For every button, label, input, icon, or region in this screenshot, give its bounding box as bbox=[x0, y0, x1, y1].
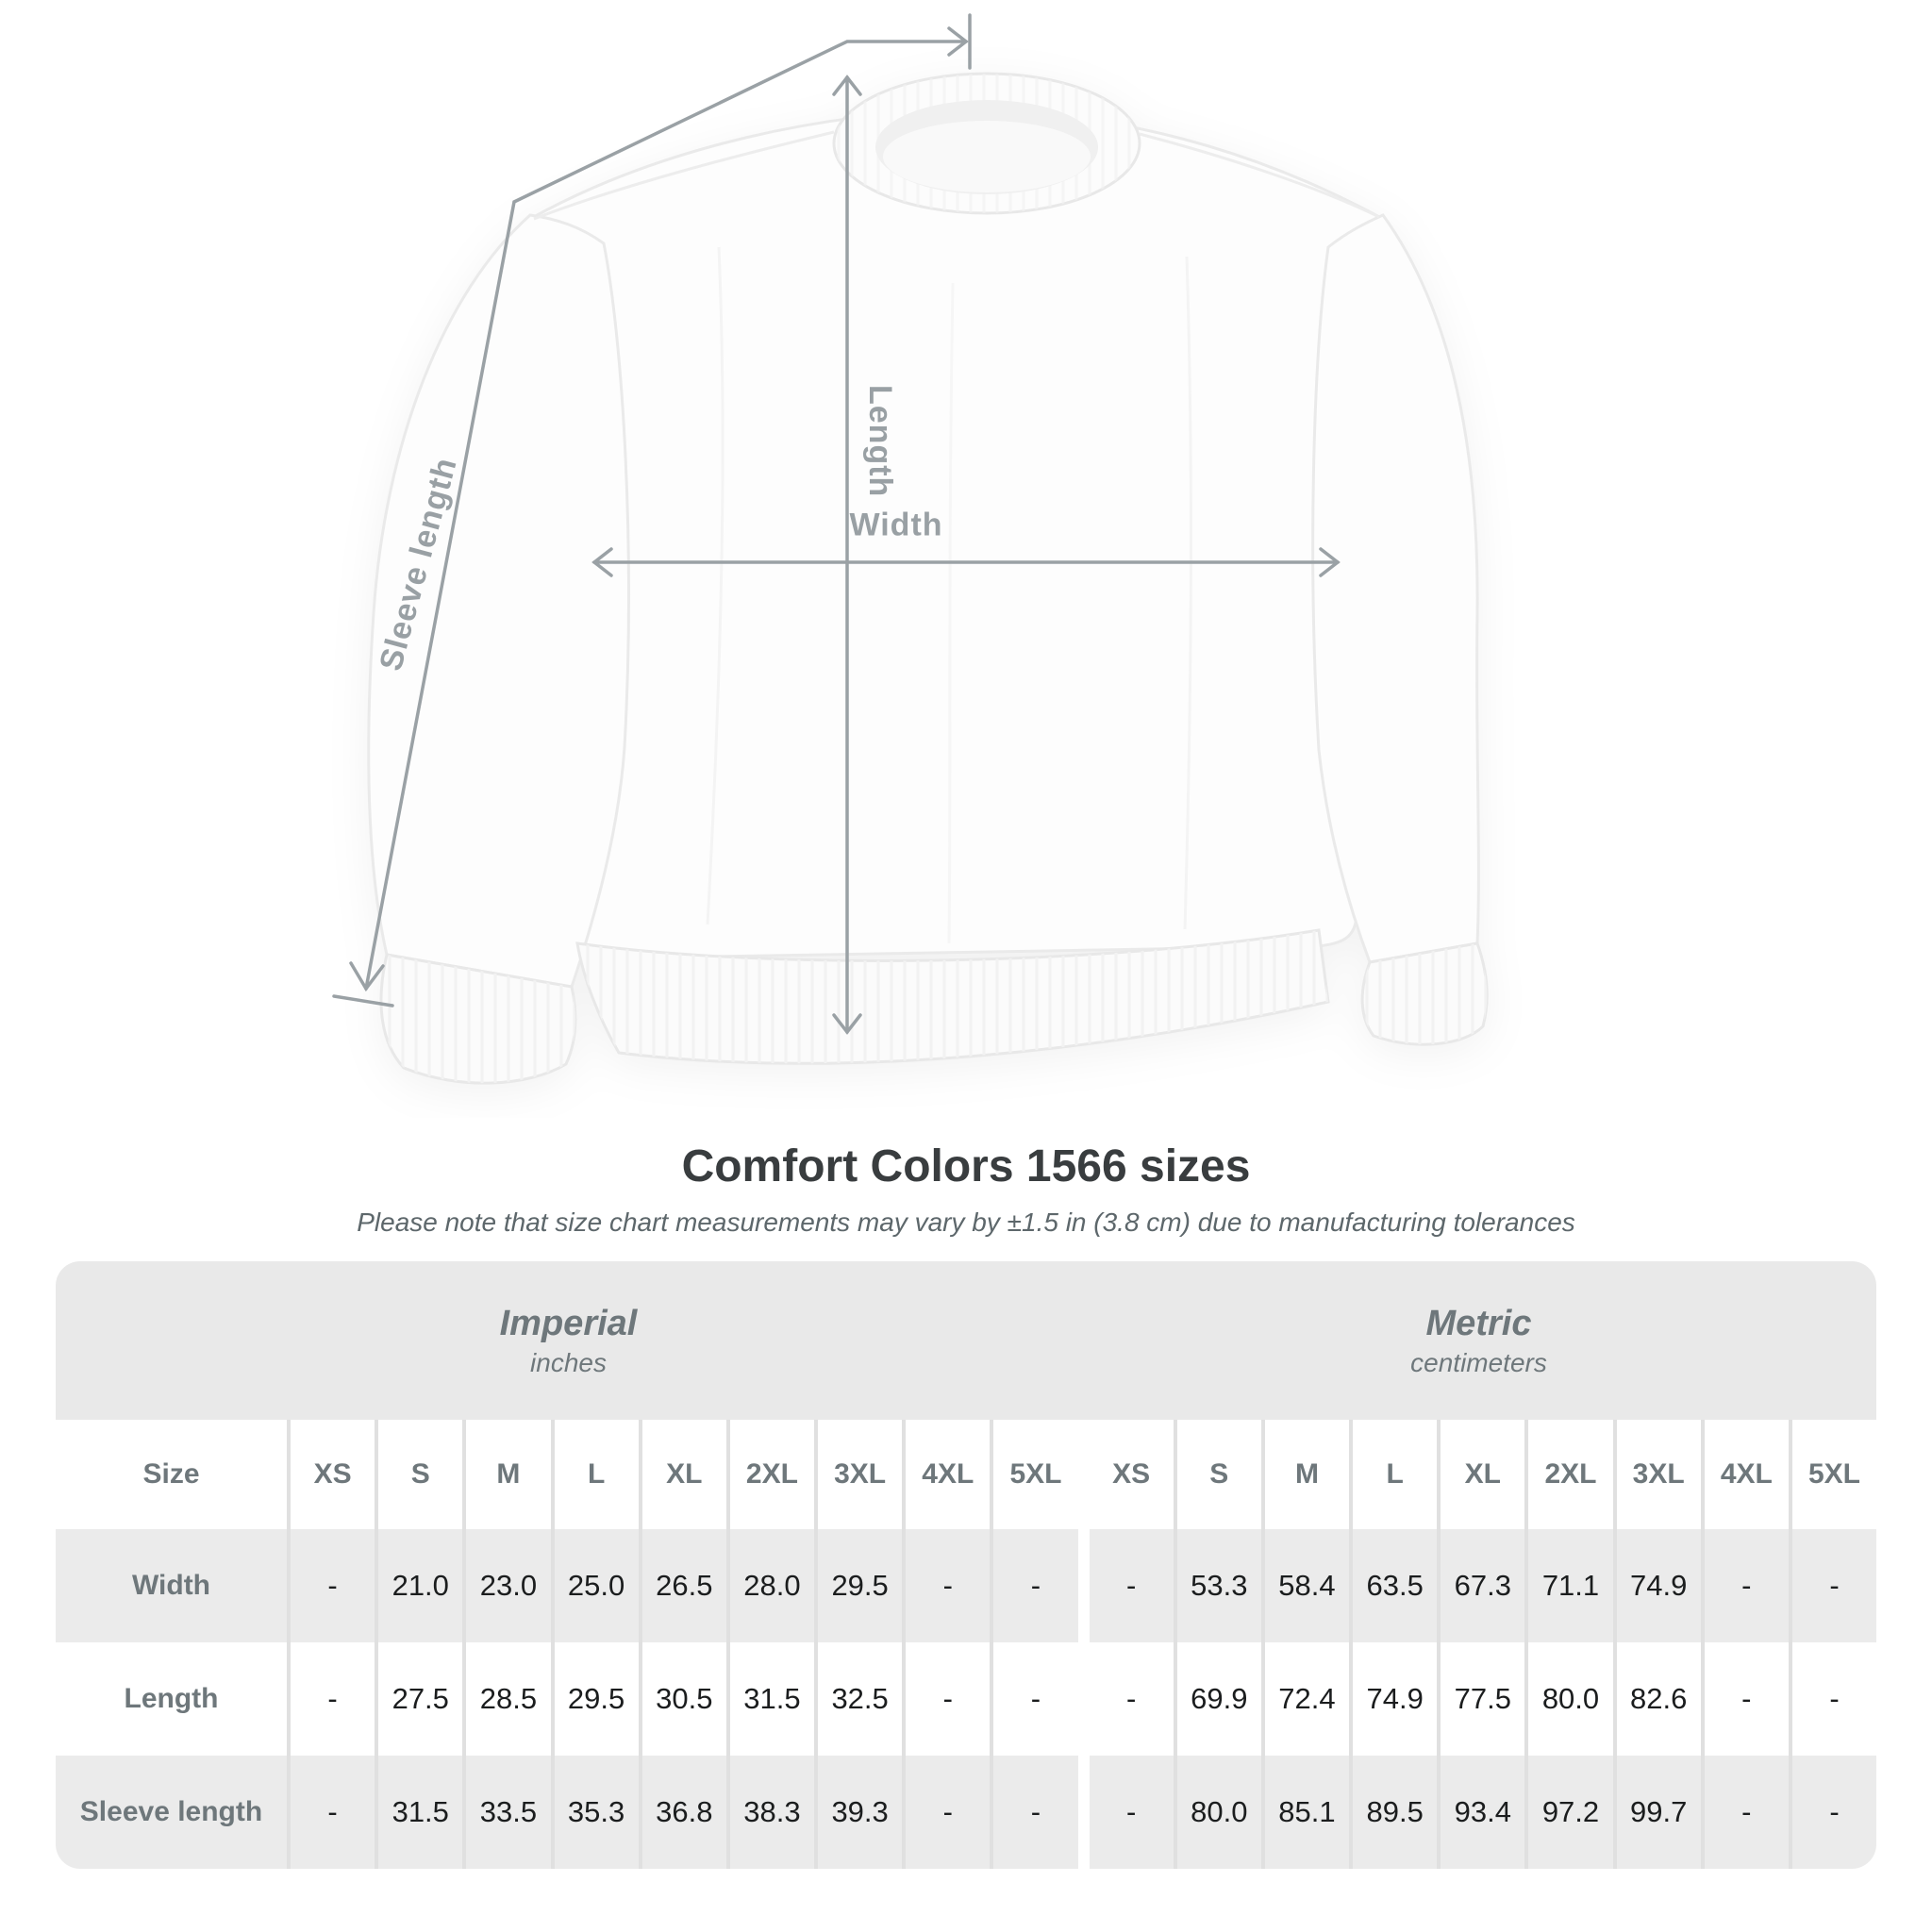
value-cell: 33.5 bbox=[462, 1756, 550, 1869]
value-cell: 36.8 bbox=[639, 1756, 726, 1869]
metric-section-header bbox=[1081, 1261, 1876, 1420]
size-col-header-metric-4xl: 4XL bbox=[1701, 1420, 1789, 1529]
value-cell: - bbox=[287, 1529, 375, 1642]
size-col-header-imperial-5xl: 5XL bbox=[990, 1420, 1077, 1529]
value-cell: 77.5 bbox=[1437, 1642, 1524, 1756]
value-cell: 31.5 bbox=[726, 1642, 814, 1756]
value-cell: 31.5 bbox=[375, 1756, 462, 1869]
imperial-section-header bbox=[56, 1261, 1081, 1420]
value-cell: - bbox=[1701, 1529, 1789, 1642]
value-cell: 21.0 bbox=[375, 1529, 462, 1642]
value-cell: 29.5 bbox=[814, 1529, 902, 1642]
size-col-header-metric-xs: XS bbox=[1078, 1420, 1174, 1529]
value-cell: 80.0 bbox=[1174, 1756, 1261, 1869]
value-cell: 35.3 bbox=[551, 1756, 639, 1869]
value-cell: - bbox=[1789, 1642, 1876, 1756]
measurement-row bbox=[56, 1642, 1876, 1756]
value-cell: 85.1 bbox=[1261, 1756, 1349, 1869]
sweatshirt-drawing bbox=[369, 74, 1488, 1083]
size-header-label: Size bbox=[142, 1458, 200, 1490]
size-col-header-imperial-4xl: 4XL bbox=[902, 1420, 990, 1529]
value-cell: - bbox=[1078, 1529, 1174, 1642]
value-cell: - bbox=[287, 1642, 375, 1756]
metric-section-unit: centimeters bbox=[1410, 1347, 1547, 1377]
length-measure-label: Length bbox=[862, 385, 898, 498]
size-col-header-metric-s: S bbox=[1174, 1420, 1261, 1529]
unit-system-header bbox=[56, 1261, 1876, 1420]
value-cell: - bbox=[1078, 1756, 1174, 1869]
value-cell: 97.2 bbox=[1524, 1756, 1612, 1869]
size-chart-table bbox=[56, 1261, 1876, 1869]
size-col-header-imperial-xs: XS bbox=[287, 1420, 375, 1529]
value-cell: 32.5 bbox=[814, 1642, 902, 1756]
value-cell: 29.5 bbox=[551, 1642, 639, 1756]
imperial-section-title: Imperial bbox=[499, 1303, 638, 1343]
size-col-header-metric-xl: XL bbox=[1437, 1420, 1524, 1529]
value-cell: - bbox=[990, 1642, 1077, 1756]
value-cell: 99.7 bbox=[1613, 1756, 1701, 1869]
value-cell: - bbox=[902, 1642, 990, 1756]
value-cell: - bbox=[902, 1756, 990, 1869]
tolerance-note: Please note that size chart measurements may vary by ±1.5 in (3.8 cm) due to manufacturing tolerances bbox=[357, 1208, 1575, 1237]
width-measure-label: Width bbox=[849, 507, 943, 543]
size-col-header-metric-3xl: 3XL bbox=[1613, 1420, 1701, 1529]
value-cell: 28.5 bbox=[462, 1642, 550, 1756]
value-cell: - bbox=[1701, 1642, 1789, 1756]
size-col-header-imperial-xl: XL bbox=[639, 1420, 726, 1529]
measurement-row bbox=[56, 1756, 1876, 1869]
value-cell: 74.9 bbox=[1613, 1529, 1701, 1642]
value-cell: 74.9 bbox=[1349, 1642, 1437, 1756]
measurement-row bbox=[56, 1529, 1876, 1642]
value-cell: 89.5 bbox=[1349, 1756, 1437, 1869]
value-cell: - bbox=[1078, 1642, 1174, 1756]
value-cell: - bbox=[1789, 1529, 1876, 1642]
row-label: Sleeve length bbox=[79, 1796, 263, 1827]
size-col-header-metric-5xl: 5XL bbox=[1789, 1420, 1876, 1529]
value-cell: 71.1 bbox=[1524, 1529, 1612, 1642]
size-col-header-imperial-3xl: 3XL bbox=[814, 1420, 902, 1529]
size-col-header-metric-m: M bbox=[1261, 1420, 1349, 1529]
size-col-header-imperial-s: S bbox=[375, 1420, 462, 1529]
value-cell: - bbox=[1789, 1756, 1876, 1869]
value-cell: - bbox=[990, 1756, 1077, 1869]
size-col-header-metric-2xl: 2XL bbox=[1524, 1420, 1612, 1529]
value-cell: 69.9 bbox=[1174, 1642, 1261, 1756]
value-cell: 82.6 bbox=[1613, 1642, 1701, 1756]
size-col-header-imperial-l: L bbox=[551, 1420, 639, 1529]
imperial-section-unit: inches bbox=[530, 1347, 607, 1377]
value-cell: 28.0 bbox=[726, 1529, 814, 1642]
value-cell: 27.5 bbox=[375, 1642, 462, 1756]
size-col-header-imperial-m: M bbox=[462, 1420, 550, 1529]
value-cell: 23.0 bbox=[462, 1529, 550, 1642]
sleeve-length-measure-label: Sleeve length bbox=[373, 453, 464, 675]
value-cell: 72.4 bbox=[1261, 1642, 1349, 1756]
value-cell: 30.5 bbox=[639, 1642, 726, 1756]
row-label: Width bbox=[131, 1570, 211, 1601]
value-cell: 39.3 bbox=[814, 1756, 902, 1869]
value-cell: - bbox=[1701, 1756, 1789, 1869]
size-col-header-metric-l: L bbox=[1349, 1420, 1437, 1529]
size-header-row bbox=[56, 1420, 1876, 1529]
row-label: Length bbox=[124, 1683, 219, 1714]
page-title: Comfort Colors 1566 sizes bbox=[681, 1141, 1251, 1191]
value-cell: - bbox=[287, 1756, 375, 1869]
value-cell: - bbox=[990, 1529, 1077, 1642]
value-cell: - bbox=[902, 1529, 990, 1642]
value-cell: 38.3 bbox=[726, 1756, 814, 1869]
value-cell: 63.5 bbox=[1349, 1529, 1437, 1642]
size-col-header-imperial-2xl: 2XL bbox=[726, 1420, 814, 1529]
value-cell: 53.3 bbox=[1174, 1529, 1261, 1642]
metric-section-title: Metric bbox=[1425, 1303, 1532, 1343]
value-cell: 26.5 bbox=[639, 1529, 726, 1642]
value-cell: 67.3 bbox=[1437, 1529, 1524, 1642]
value-cell: 80.0 bbox=[1524, 1642, 1612, 1756]
value-cell: 25.0 bbox=[551, 1529, 639, 1642]
value-cell: 93.4 bbox=[1437, 1756, 1524, 1869]
value-cell: 58.4 bbox=[1261, 1529, 1349, 1642]
